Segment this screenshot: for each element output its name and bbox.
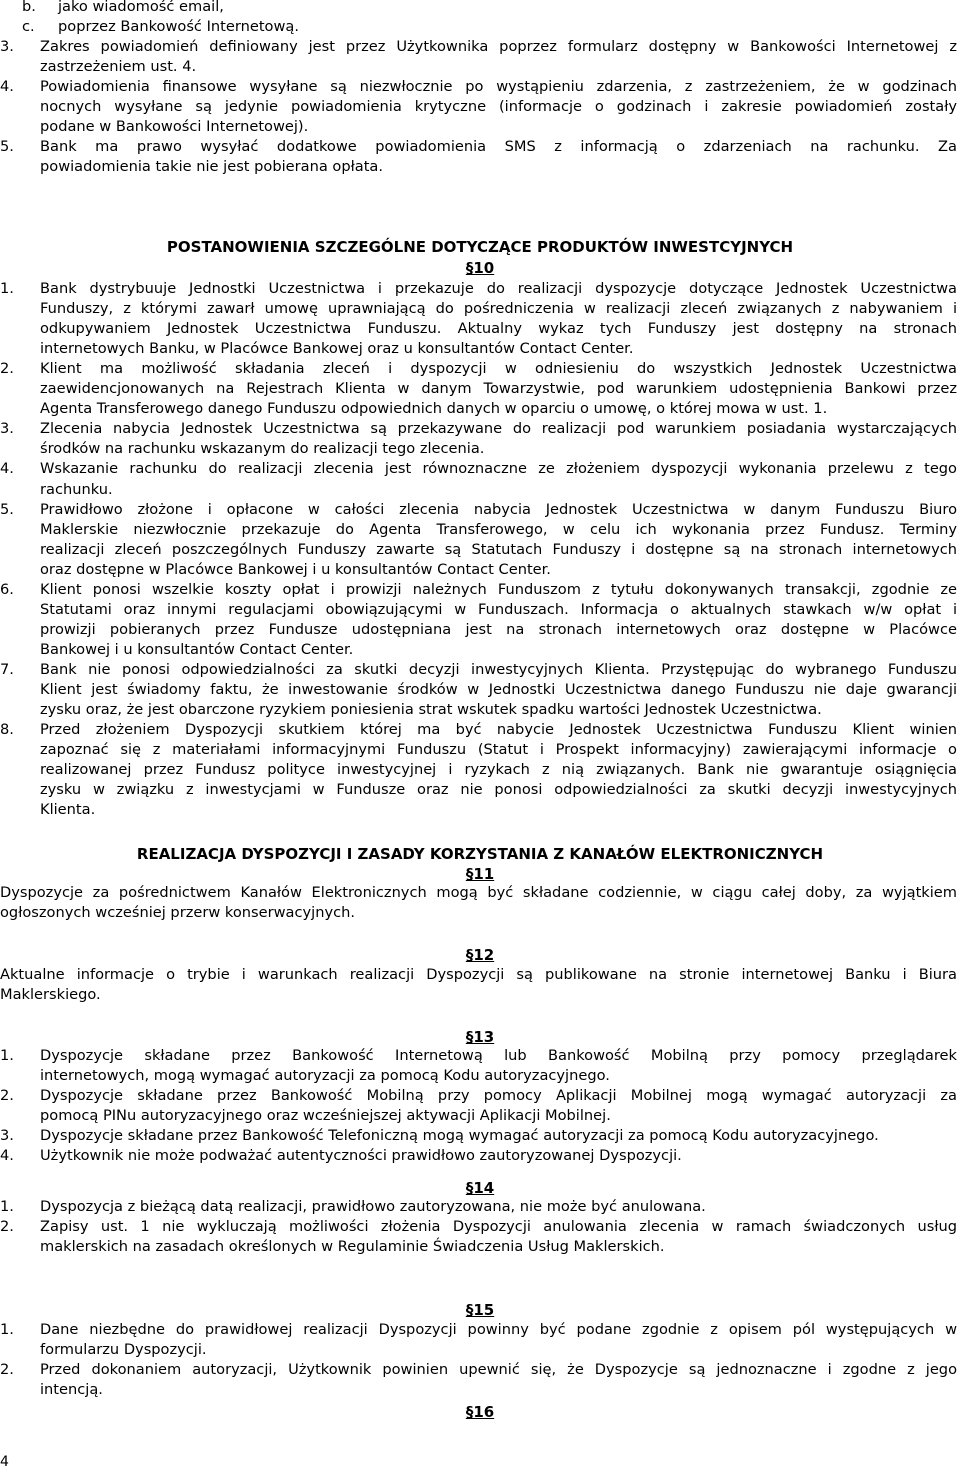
line-text: Zlecenia nabycia Jednostek Uczestnictwa są przekazywane do realizacji pod warunkiem posiadania wystarczających [40,420,957,438]
line-text: Bank dystrybuuje Jednostki Uczestnictwa i przekazuje do realizacji dyspozycje dotyczące Jednostek Uczestnictwa [40,280,957,297]
line-text: pomocą PINu autoryzacyjnego oraz wcześniejszej aktywacji Aplikacji Mobilnej. [40,1107,611,1125]
line-text: zysku oraz, że jest obarczone ryzykiem poniesienia strat wskutek spadku wartości Jednostek Uczestnictwa. [40,701,822,719]
p15-item-line [0,1340,960,1360]
list-number: 4. [0,1147,14,1165]
p15-item-line [0,1320,960,1340]
line-text: Prawidłowo złożone i opłacone w całości zlecenia nabycia Jednostek Uczestnictwa w danym Funduszu Biuro [40,500,957,518]
list-number: 1. [0,1047,14,1064]
p13-item-line [0,1046,960,1066]
section-title: REALIZACJA DYSPOZYCJI I ZASADY KORZYSTANIA Z KANAŁÓW ELEKTRONICZNYCH [136,845,824,863]
line-text: prowizji pobieranych przez Fundusze udostępniana jest na stronach internetowych oraz dostępne w Placówce [40,620,957,638]
p14-item-line [0,1237,960,1257]
paragraph-marker: §10 [465,259,495,277]
line-text: internetowych, mogą wymagać autoryzacji za pomocą Kodu autoryzacyjnego. [40,1067,610,1085]
intro-item-line [0,77,960,97]
list-number: 3. [0,38,14,56]
products-item-line [0,299,960,319]
products-item-line [0,640,960,660]
line-text: Powiadomienia finansowe wysyłane są niezwłocznie po wystąpieniu zdarzenia, z zastrzeżeniem, że w godzinach [40,78,957,96]
list-number: 7. [0,660,14,678]
line-text: odkupywaniem Jednostek Uczestnictwa Funduszu. Aktualny wykaz tych Funduszy jest dostępny na stronach [40,320,957,338]
products-item-line [0,279,960,299]
list-number: 5. [0,500,14,518]
paragraph-line [0,965,960,985]
products-item-line [0,319,960,339]
list-number: 1. [0,1321,14,1338]
line-text: Klient jest świadomy faktu, że inwestowanie środków w Jednostki Uczestnictwa danego Funduszu nie daje gwarancji [40,681,957,698]
list-number: 2. [0,1218,14,1236]
paragraph-marker: §15 [465,1301,495,1319]
p13-item-line [0,1126,960,1146]
line-text: Wskazanie rachunku do realizacji zlecenia jest równoznaczne ze złożeniem dyspozycji wykonania przelewu z tego [40,460,957,478]
line-text: Dane niezbędne do prawidłowej realizacji Dyspozycji powinny być podane zgodnie z opisem pól występujących w [40,1321,957,1338]
line-text: Przed dokonaniem autoryzacji, Użytkownik powinien upewnić się, że Dyspozycje są jednoznaczne i zgodne z jego [40,1361,957,1379]
products-item-line [0,359,960,379]
list-number: 1. [0,280,14,297]
line-text: Dyspozycje za pośrednictwem Kanałów Elektronicznych mogą być składane codziennie, w ciągu całej doby, za wyjątkiem [0,884,957,901]
p15-item-line [0,1360,960,1380]
products-item-line [0,680,960,700]
products-item-line [0,660,960,680]
line-text: Użytkownik nie może podważać autentyczności prawidłowo zautoryzowanej Dyspozycji. [40,1147,682,1165]
products-item-line [0,740,960,760]
products-item-line [0,520,960,540]
line-text: intencją. [40,1381,103,1399]
line-text: Maklerskiego. [0,986,101,1004]
products-item-line [0,459,960,479]
paragraph-line [0,883,960,903]
products-item-line [0,720,960,740]
line-text: Dyspozycja z bieżącą datą realizacji, prawidłowo zautoryzowana, nie może być anulowana. [40,1198,706,1215]
line-text: Zapisy ust. 1 nie wykluczają możliwości złożenia Dyspozycji anulowania zlecenia w ramach świadczonych usług [40,1218,957,1236]
list-number: 2. [0,1361,14,1379]
line-text: Zakres powiadomień definiowany jest przez Użytkownika poprzez formularz dostępny w Bankowości Internetowej z [40,38,957,56]
list-number: 2. [0,360,14,378]
line-text: ogłoszonych wcześniej przerw konserwacyjnych. [0,904,355,922]
p15-item-line [0,1380,960,1400]
line-text: jako wiadomość email, [58,0,224,15]
line-text: rachunku. [40,480,113,498]
list-number: 3. [0,1127,14,1145]
paragraph-line [0,903,960,923]
list-number: 2. [0,1087,14,1105]
page-number: 4 [0,1454,9,1470]
line-text: zastrzeżeniem ust. 4. [40,58,197,76]
products-item-line [0,580,960,600]
p13-item-line [0,1146,960,1166]
line-text: Aktualne informacje o trybie i warunkach realizacji Dyspozycji są publikowane na stronie internetowej Banku i Biura [0,966,957,983]
list-number: b. [22,0,36,15]
products-item-line [0,480,960,500]
paragraph-line [0,985,960,1005]
line-text: Dyspozycje składane przez Bankowość Mobilną przy pomocy Aplikacji Mobilnej mogą wymagać autoryzacji za [40,1087,957,1105]
line-text: realizowanej przez Fundusz polityce inwestycyjnej i ryzykach z nią związanych. Bank nie gwarantuje osiągnięcia [40,761,957,779]
paragraph-marker: §13 [465,1028,495,1046]
list-number: c. [22,18,35,36]
line-text: powiadomienia takie nie jest pobierana opłata. [40,158,384,176]
section-title: POSTANOWIENIA SZCZEGÓLNE DOTYCZĄCE PRODUKTÓW INWESTCYJNYCH [166,238,794,256]
line-text: Maklerskie niezwłocznie przekazuje do Agenta Transferowego, w celu ich wykonania przez Fundusz. Terminy [40,520,957,538]
products-item-line [0,620,960,640]
products-item-line [0,760,960,780]
list-number: 6. [0,580,14,598]
line-text: Klient ponosi wszelkie koszty opłat i prowizji należnych Funduszom z tytułu dokonywanych transakcji, zgodnie ze [40,580,957,598]
line-text: Klient ma możliwość składania zleceń i dyspozycji w odniesieniu do wszystkich Jednostek Uczestnictwa [40,360,957,378]
line-text: Statutami oraz innymi regulacjami obowiązującymi w Funduszach. Informacja o aktualnych stawkach w/w opłat i [40,600,957,618]
line-text: Agenta Transferowego danego Funduszu odpowiednich danych w oparciu o umowę, o której mowa w ust. 1. [40,400,828,418]
line-text: internetowych Banku, w Placówce Bankowej oraz u konsultantów Contact Center. [40,340,634,358]
line-text: Bankowej i u konsultantów Contact Center. [40,640,354,658]
products-item-line [0,419,960,439]
p14-item-line [0,1217,960,1237]
list-number: 4. [0,460,14,478]
p14-item-line [0,1197,960,1217]
intro-item-line [0,37,960,57]
list-number: 4. [0,78,14,96]
line-text: nocnych wysyłane są jedynie powiadomienia krytyczne (informacje o godzinach i zakresie powiadomień zostały [40,98,957,116]
products-item-line [0,500,960,520]
line-text: formularzu Dyspozycji. [40,1341,207,1359]
intro-item-line [0,97,960,117]
line-text: realizacji zleceń poszczególnych Funduszy zawarte są Statutach Funduszy i dostępne są na stronach internetowych [40,540,957,558]
line-text: środków na rachunku wskazanym do realizacji tego zlecenia. [40,440,485,458]
line-text: Funduszy, z którymi zawarł umowę uprawniającą do pośredniczenia w realizacji zleceń związanych z nabywaniem i [40,300,957,318]
paragraph-marker: §12 [465,946,495,964]
p13-item-line [0,1106,960,1126]
products-item-line [0,439,960,459]
p13-item-line [0,1086,960,1106]
line-text: zaewidencjonowanych na Rejestrach Klienta w danym Towarzystwie, pod warunkiem udostępnienia Bankowi przez [40,380,957,398]
list-number: 5. [0,138,14,156]
line-text: zapoznać się z materiałami informacyjnymi Funduszu (Statut i Prospekt informacyjny) zawierającymi informacje o [40,741,957,759]
products-item-line [0,560,960,580]
list-number: 3. [0,420,14,438]
intro-item-line [0,57,960,77]
products-item-line [0,379,960,399]
intro-item-line [0,137,960,157]
intro-item-line [0,117,960,137]
products-item-line [0,800,960,820]
intro-item-line [0,157,960,177]
line-text: maklerskich na zasadach określonych w Regulaminie Świadczenia Usług Maklerskich. [40,1238,665,1256]
p13-item-line [0,1066,960,1086]
line-text: oraz dostępne w Placówce Bankowej i u konsultantów Contact Center. [40,560,551,578]
line-text: Klienta. [40,801,96,819]
products-item-line [0,339,960,359]
line-text: Dyspozycje składane przez Bankowość Internetową lub Bankowość Mobilną przy pomocy przeglądarek [40,1047,957,1064]
products-item-line [0,540,960,560]
paragraph-marker: §16 [465,1403,495,1421]
line-text: Przed złożeniem Dyspozycji skutkiem której ma być nabycie Jednostek Uczestnictwa Funduszu Klient winien [40,721,957,739]
line-text: zysku w związku z inwestycjami w Fundusze oraz nie ponosi odpowiedzialności za skutki decyzji inwestycyjnych [40,781,957,799]
products-item-line [0,399,960,419]
products-item-line [0,600,960,620]
line-text: poprzez Bankowość Internetową. [58,18,299,36]
line-text: Bank nie ponosi odpowiedzialności za skutki decyzji inwestycyjnych Klienta. Przystępując do wybranego Funduszu [40,660,957,678]
list-number: 8. [0,721,14,739]
products-item-line [0,780,960,800]
paragraph-marker: §11 [465,865,495,883]
intro-item-line [0,0,960,17]
products-item-line [0,700,960,720]
line-text: Bank ma prawo wysyłać dodatkowe powiadomienia SMS z informacją o zdarzeniach na rachunku. Za [40,138,957,156]
intro-item-line [0,17,960,37]
line-text: podane w Bankowości Internetowej). [40,118,309,136]
line-text: Dyspozycje składane przez Bankowość Telefoniczną mogą wymagać autoryzacji za pomocą Kodu autoryzacyjnego. [40,1127,879,1145]
paragraph-marker: §14 [465,1179,495,1197]
list-number: 1. [0,1198,14,1215]
